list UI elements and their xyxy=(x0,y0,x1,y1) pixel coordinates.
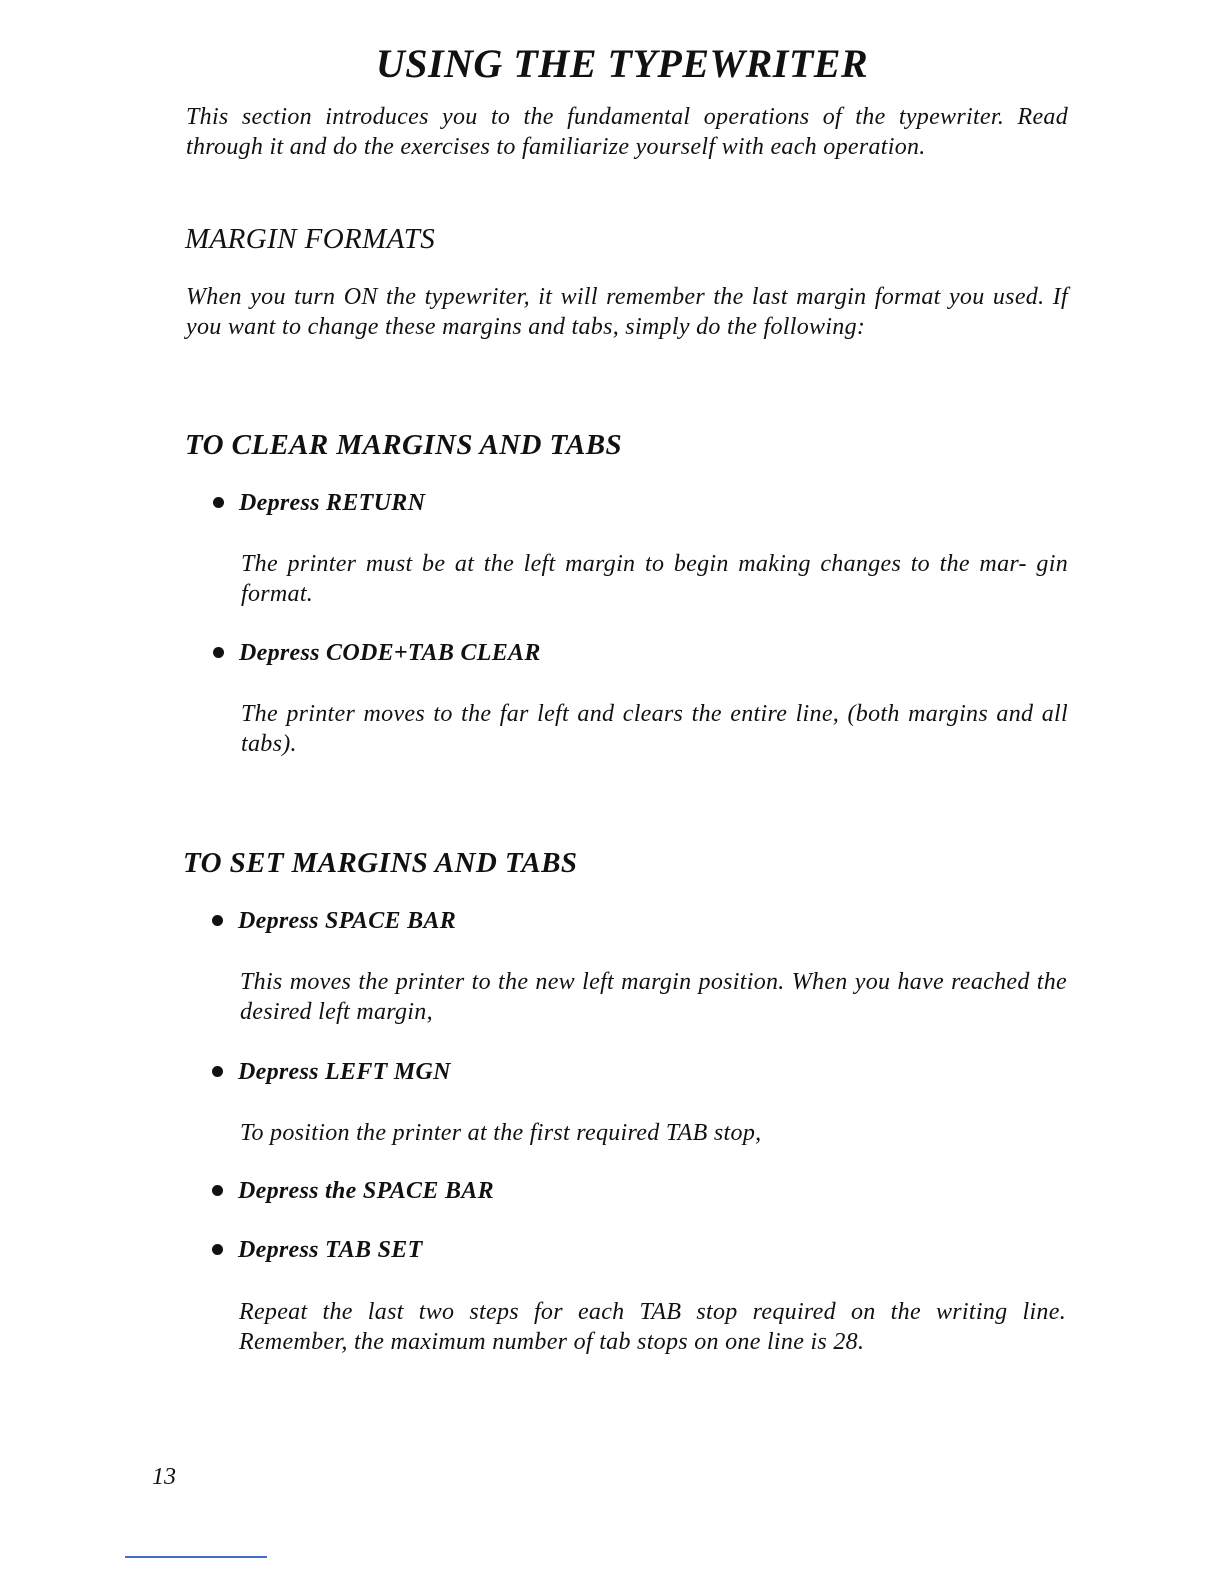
step-label: Depress the SPACE BAR xyxy=(238,1178,494,1204)
set-desc-tab-set: Repeat the last two steps for each TAB stop required on the writing line. Remember, the maximum number of tab stops on one line is 28. xyxy=(239,1299,1066,1355)
clear-desc-tab-clear: The printer moves to the far left and clears the entire line, (both margins and all tabs). xyxy=(241,701,1068,757)
page-title: USING THE TYPEWRITER xyxy=(375,41,869,86)
set-desc-space-bar: This moves the printer to the new left margin position. When you have reached the desired left margin, xyxy=(240,969,1067,1025)
bullet-icon xyxy=(212,915,223,926)
bullet-icon xyxy=(212,1185,223,1196)
intro-paragraph: This section introduces you to the fundamental operations of the typewriter. Read through it and do the exercises to familiarize yourself with each operation. xyxy=(186,104,1068,160)
set-step-tab-set xyxy=(212,1235,423,1265)
clear-step-return xyxy=(213,488,425,518)
clear-margins-heading: TO CLEAR MARGINS AND TABS xyxy=(185,429,623,461)
step-label: Depress TAB SET xyxy=(238,1237,423,1263)
set-step-space-bar xyxy=(212,906,456,936)
bullet-icon xyxy=(213,647,224,658)
margin-formats-paragraph: When you turn ON the typewriter, it will remember the last margin format you used. If you want to change these margins and tabs, simply do the following: xyxy=(186,284,1068,340)
bullet-icon xyxy=(213,497,224,508)
step-label: Depress SPACE BAR xyxy=(238,908,457,934)
clear-desc-return: The printer must be at the left margin to begin making changes to the mar- gin format. xyxy=(241,551,1068,607)
bottom-rule xyxy=(125,1556,267,1558)
step-label: Depress LEFT MGN xyxy=(238,1059,451,1085)
step-label: Depress CODE+TAB CLEAR xyxy=(239,640,541,666)
set-step-space-bar-again xyxy=(212,1176,494,1206)
clear-step-tab-clear xyxy=(213,638,541,668)
bullet-icon xyxy=(212,1066,223,1077)
step-label: Depress RETURN xyxy=(239,490,426,516)
bullet-icon xyxy=(212,1244,223,1255)
set-step-left-mgn xyxy=(212,1057,451,1087)
margin-formats-heading: MARGIN FORMATS xyxy=(185,223,436,255)
set-margins-heading: TO SET MARGINS AND TABS xyxy=(183,847,578,879)
page-number: 13 xyxy=(152,1464,176,1490)
set-desc-left-mgn: To position the printer at the first required TAB stop, xyxy=(240,1120,762,1146)
